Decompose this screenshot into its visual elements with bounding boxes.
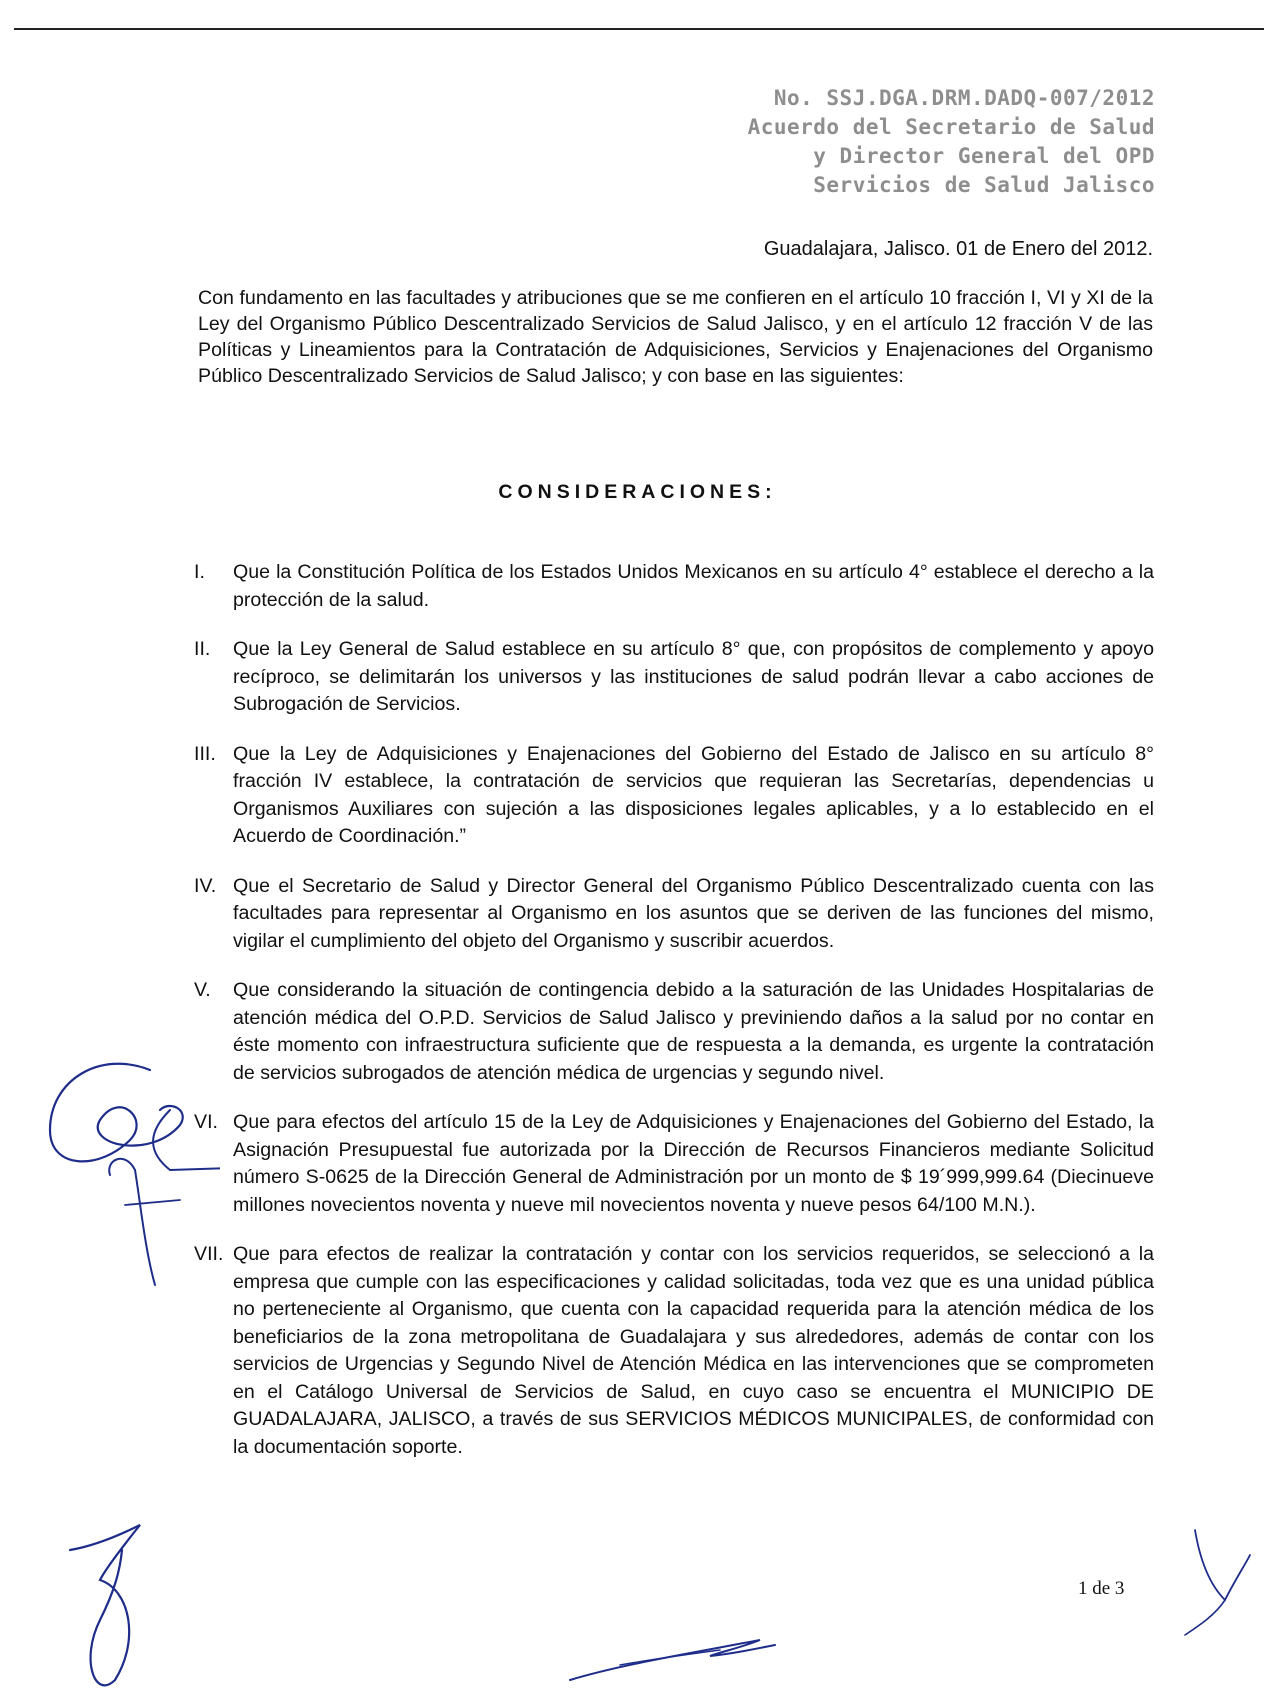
list-item [194,636,1154,719]
header-line-2: Acuerdo del Secretario de Salud [747,115,1155,139]
item-number: III. [194,742,216,765]
item-text: Que la Ley de Adquisiciones y Enajenaciones del Gobierno del Estado de Jalisco en su artículo 8° fracción IV establece, la contratación de servicios que requieran las Secretarías, dependencias u Organismos Auxiliares con sujeción a las disposiciones legales aplicables, y a lo establecido en el Acuerdo de Coordinación.” [233,742,1154,847]
item-number: I. [194,561,205,583]
list-item [194,559,1154,614]
item-text: Que para efectos del artículo 15 de la Ley de Adquisiciones y Enajenaciones del Gobierno del Estado, la Asignación Presupuestal fue autorizada por la Dirección de Recursos Financieros mediante Solicitud número S-0625 de la Dirección General de Administración por un monto de $ 19´999,999.64 (Diecinueve millones novecientos noventa y nueve mil novecientos noventa y nueve pesos 64/100 M.N.). [233,1111,1154,1216]
item-text: Que la Constitución Política de los Estados Unidos Mexicanos en su artículo 4° establece el derecho a la protección de la salud. [233,561,1154,611]
list-item [194,1241,1154,1461]
list-item [194,741,1154,851]
header-line-4: Servicios de Salud Jalisco [813,173,1155,197]
top-rule [14,28,1264,30]
page-number: 1 de 3 [1078,1578,1125,1599]
item-text: Que el Secretario de Salud y Director General del Organismo Público Descentralizado cuenta con las facultades para representar al Organismo en los asuntos que se deriven de las funciones del mismo, vigilar el cumplimiento del objeto del Organismo y suscribir acuerdos. [233,874,1154,952]
item-number: VII. [194,1243,224,1265]
document-header [748,84,1155,200]
signature-mark-right [1175,1510,1255,1640]
signature-bottom-center [560,1620,790,1690]
section-title: CONSIDERACIONES: [498,481,777,503]
item-number: IV. [194,874,217,897]
item-text: Que considerando la situación de contingencia debido a la saturación de las Unidades Hospitalarias de atención médica del O.P.D. Servicios de Salud Jalisco y previniendo daños a la salud por no contar en éste momento con infraestructura suficiente que de respuesta a la demanda, es urgente la contratación de servicios subrogados de atención médica de urgencias y segundo nivel. [233,979,1154,1084]
list-item [194,873,1154,956]
item-text: Que la Ley General de Salud establece en su artículo 8° que, con propósitos de complemento y apoyo recíproco, se delimitarán los universos y las instituciones de salud podrán llevar a cabo acciones de Subrogación de Servicios. [233,638,1154,715]
list-item [194,977,1154,1087]
document-number: No. SSJ.DGA.DRM.DADQ-007/2012 [773,86,1155,110]
item-text: Que para efectos de realizar la contratación y contar con los servicios requeridos, se seleccionó a la empresa que cumple con las especificaciones y calidad solicitadas, toda vez que es una unidad pública no perteneciente al Organismo, que cuenta con la capacidad requerida para la atención médica de los beneficiarios de la zona metropolitana de Guadalajara y sus alrededores, además de contar con los servicios de Urgencias y Segundo Nivel de Atención Médica en las intervenciones que se comprometen en el Catálogo Universal de Servicios de Salud, en cuyo caso se encuentra el MUNICIPIO DE GUADALAJARA, JALISCO, a través de sus SERVICIOS MÉDICOS MUNICIPALES, de conformidad con la documentación soporte. [233,1243,1154,1458]
list-item [194,1109,1154,1219]
item-number: II. [194,638,211,660]
date-line: Guadalajara, Jalisco. 01 de Enero del 2012. [763,238,1153,260]
item-number: V. [194,979,211,1001]
considerations-list [0,559,1275,1461]
signature-initials-bottom-left [60,1510,170,1700]
signature-initials-left [30,1050,220,1290]
intro-paragraph: Con fundamento en las facultades y atribuciones que se me confieren en el artículo 10 fracción I, VI y XI de la Ley del Organismo Público Descentralizado Servicios de Salud Jalisco, y en el artículo 12 fracción V de las Políticas y Lineamientos para la Contratación de Adquisiciones, Servicios y Enajenaciones del Organismo Público Descentralizado Servicios de Salud Jalisco; y con base en las siguientes: [198,287,1153,387]
item-number: VI. [194,1111,218,1133]
header-line-3: y Director General del OPD [813,144,1155,168]
